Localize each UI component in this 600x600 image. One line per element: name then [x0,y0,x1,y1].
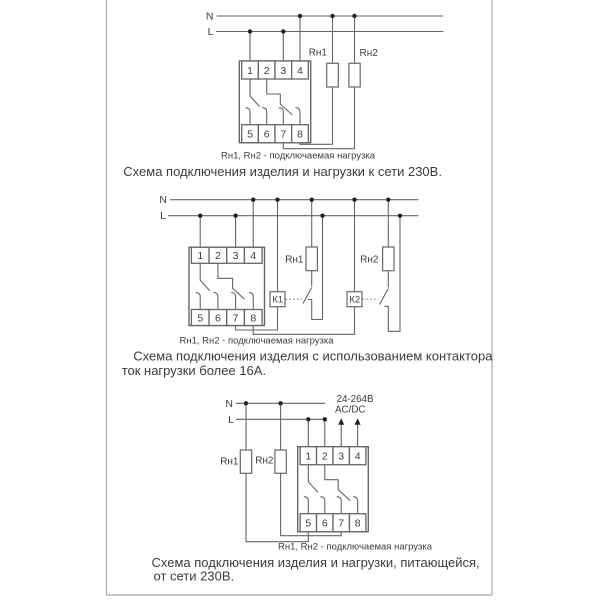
junction-dot [352,198,356,202]
junction-dot [398,214,402,218]
terminal-number: 2 [263,64,270,77]
note-loads: Rн1, Rн2 - подключаемая нагрузка [179,335,334,347]
wire [384,216,400,332]
relay-device [189,247,265,325]
label-K1: К1 [272,294,284,306]
terminal-number: 4 [250,250,257,263]
junction-dot [320,214,324,218]
label-N: N [225,397,233,410]
terminal-number: 2 [214,250,221,263]
wire [380,289,389,305]
label-L: L [207,26,214,39]
relay-device [239,61,310,143]
junction-dot [330,14,334,18]
terminal-number: 6 [214,312,221,325]
junction-dot [233,214,237,218]
supply-arrow-icon [338,418,344,425]
junction-dot [244,401,248,405]
load-resistor [383,247,394,271]
junction-dot [323,417,327,421]
terminal-number: 3 [232,250,239,263]
label-load1: Rн1 [308,47,327,59]
load-resistor [240,450,251,473]
label-K2: К2 [349,294,361,306]
label-supply-voltage: 24-264В [336,394,374,405]
label-load1: Rн1 [285,254,304,266]
terminal-number: 5 [197,312,204,325]
terminal-number: 7 [280,128,287,141]
junction-dot [248,29,252,33]
junction-dot [251,198,255,202]
label-load2: Rн2 [255,455,274,467]
terminal-number: 1 [247,64,253,77]
note-loads: Rн1, Rн2 - подключаемая нагрузка [277,541,433,553]
diagram-direct-230v [123,11,443,180]
label-load2: Rн2 [360,254,379,266]
diagram-load-powered-230v [152,394,480,584]
label-N: N [159,194,167,207]
wire [303,288,312,304]
load-resistor [275,450,286,473]
caption: Схема подключения изделия и нагрузки к сети 230В. [123,164,442,179]
terminal-number: 8 [354,517,361,530]
junction-dot [278,401,282,405]
load-resistor [306,247,317,271]
junction-dot [281,29,285,33]
terminal-number: 5 [247,128,253,141]
label-load2: Rн2 [359,48,378,59]
caption-line1: Схема подключения изделия и нагрузки, питающейся, [151,555,480,570]
label-L: L [160,210,166,223]
terminal-number: 4 [297,64,303,77]
terminal-number: 8 [297,128,303,141]
label-N: N [205,10,214,23]
terminal-number: 7 [232,312,239,325]
junction-dot [275,198,279,202]
junction-dot [310,198,314,202]
label-load1: Rн1 [220,456,239,468]
supply-arrow-icon [355,418,361,425]
terminal-number: 2 [321,450,328,463]
terminal-number: 6 [321,517,328,530]
diagram-contactors [122,194,494,378]
terminal-number: 3 [280,64,287,77]
junction-dot [306,417,310,421]
terminal-number: 6 [263,128,270,141]
label-supply-type: AC/DC [335,404,366,416]
junction-dot [198,214,202,218]
terminal-number: 8 [250,312,257,325]
load-resistor [327,63,339,87]
label-L: L [228,413,234,426]
junction-dot [298,14,302,18]
terminal-number: 1 [305,450,312,463]
relay-device [298,447,369,532]
caption-line2: от сети 230В. [153,568,235,584]
terminal-number: 5 [305,517,312,530]
terminal-number: 1 [197,250,204,263]
terminal-number: 7 [338,517,345,530]
caption-line2: ток нагрузки более 16А. [121,362,267,378]
terminal-number: 4 [354,450,361,463]
note-loads: Rн1, Rн2 - подключаемая нагрузка [220,150,376,162]
load-resistor [349,63,360,87]
junction-dot [386,198,390,202]
terminal-number: 3 [338,450,345,463]
caption-line1: Схема подключения изделия с использованием контактора [133,348,493,364]
junction-dot [352,14,356,18]
